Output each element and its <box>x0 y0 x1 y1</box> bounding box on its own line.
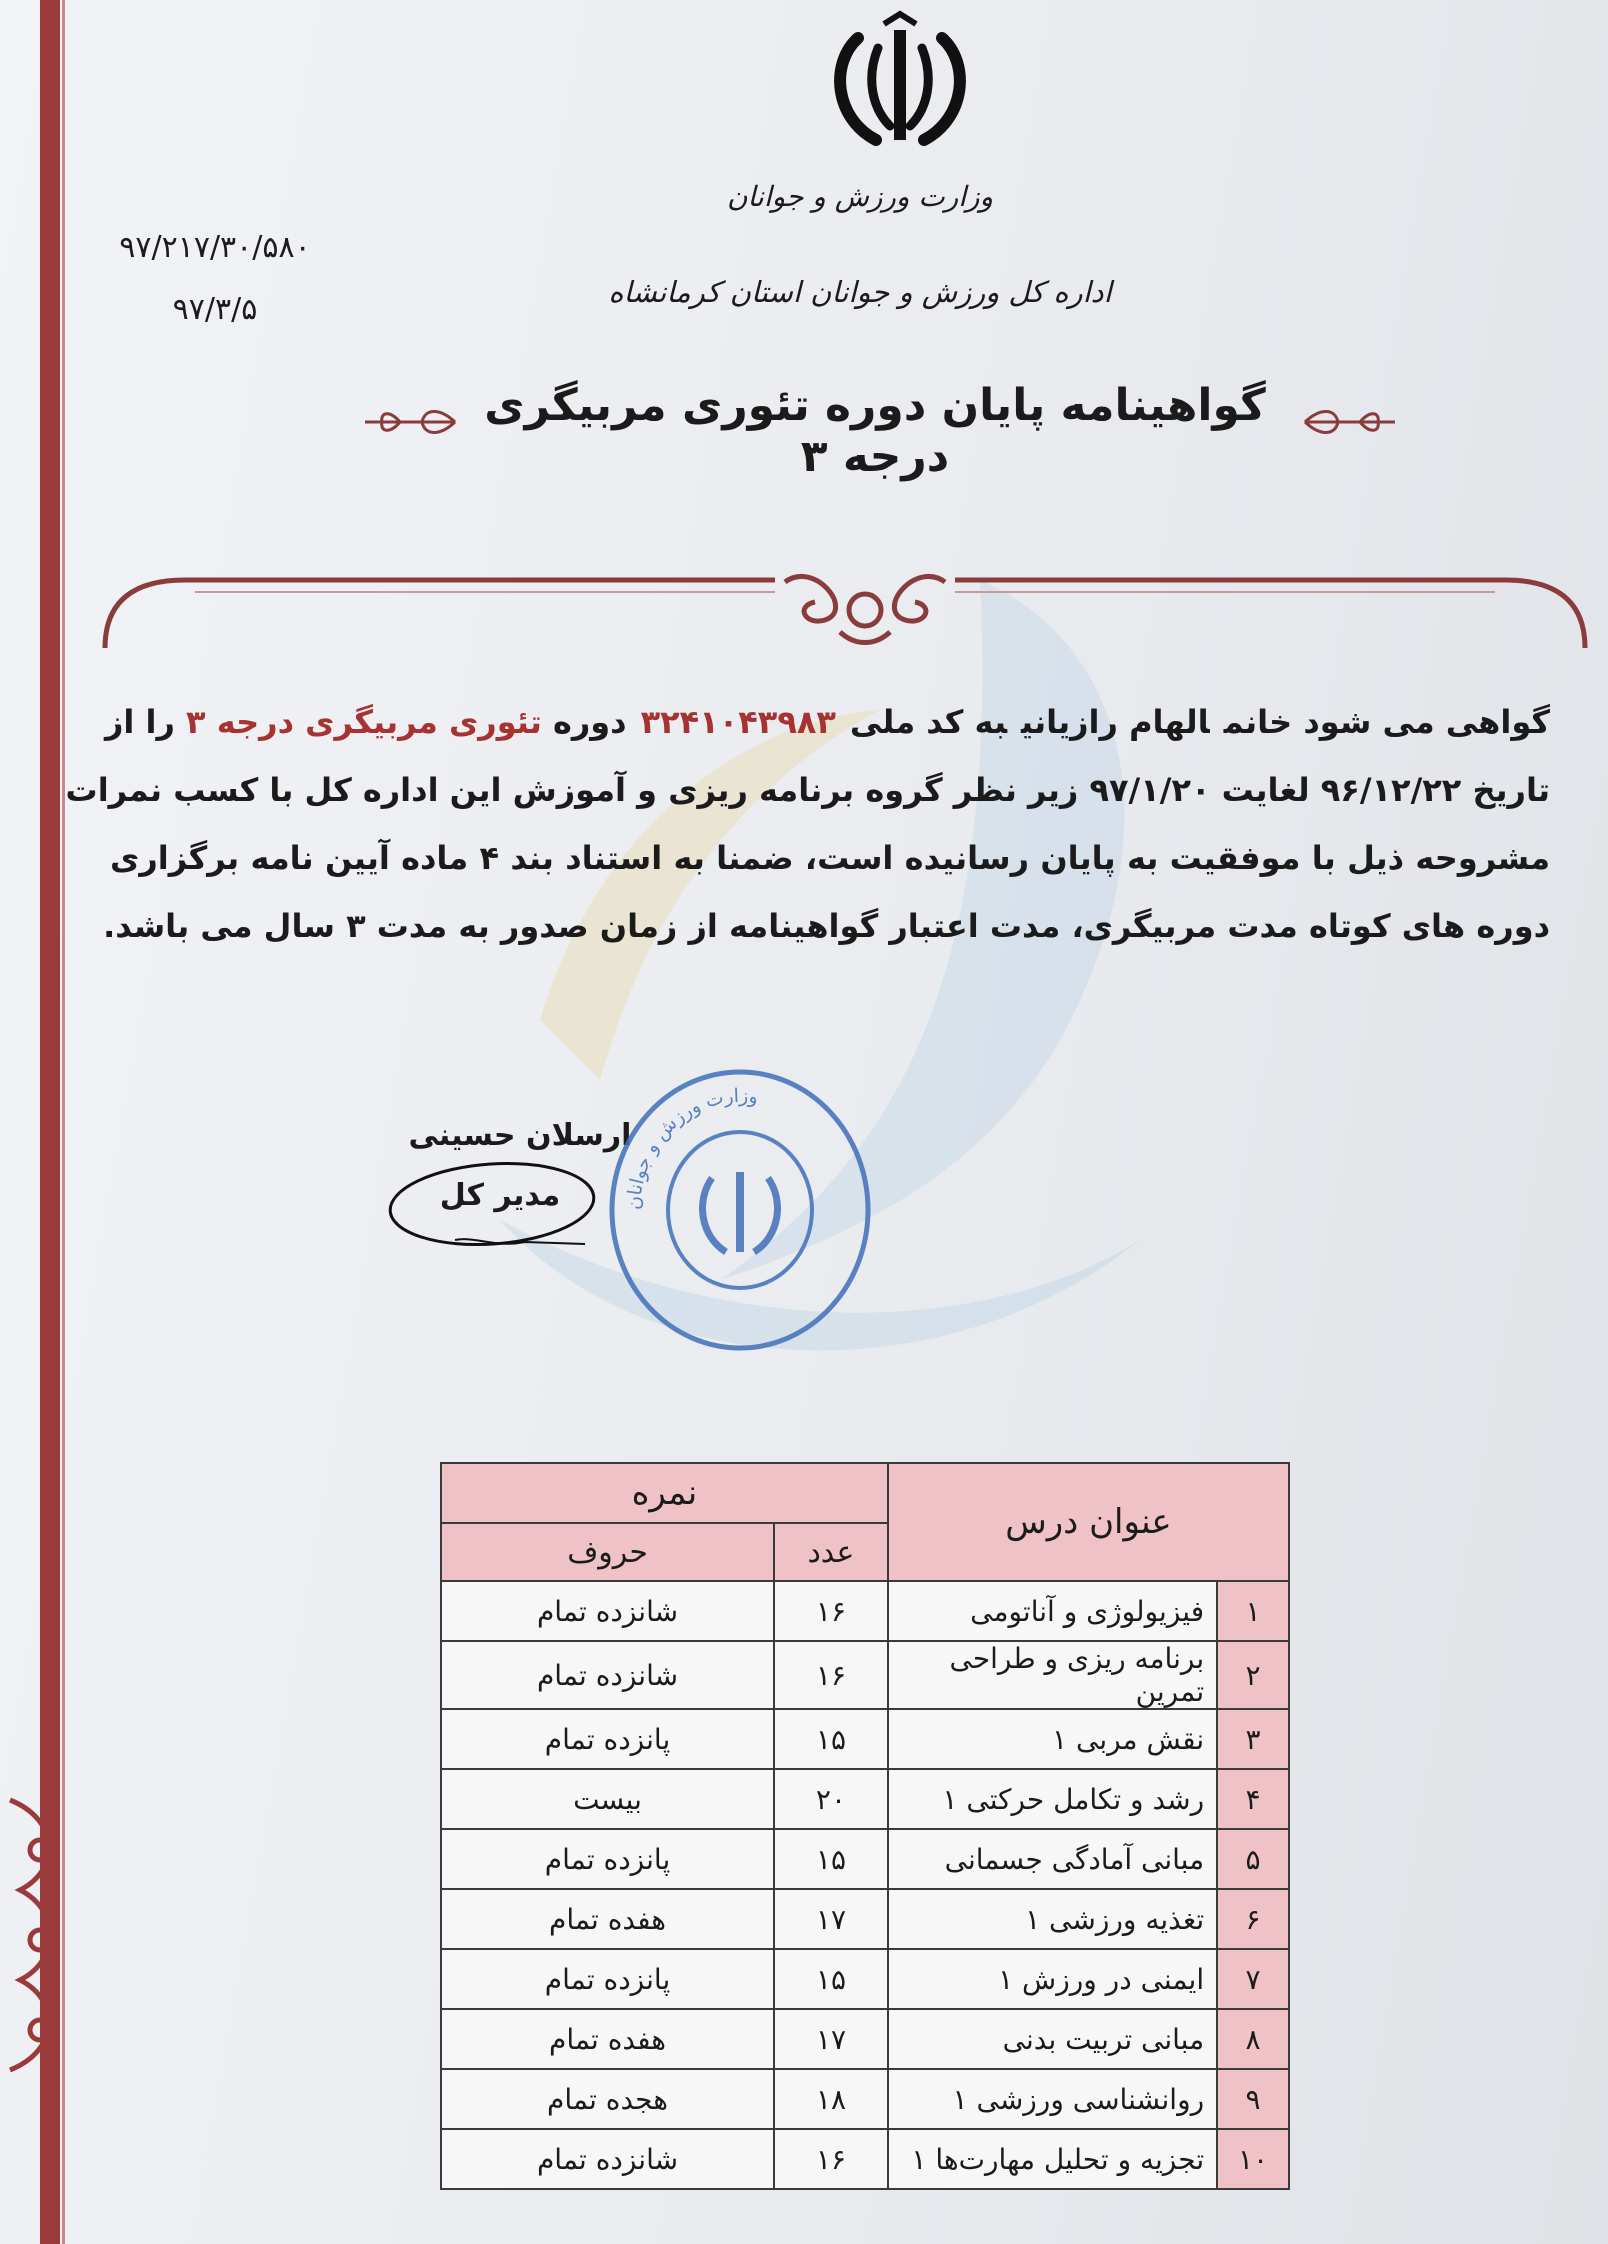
table-row <box>441 2129 1289 2189</box>
grade-digits-cell: ۱۶ <box>774 1641 888 1709</box>
national-id-label: به کد ملی <box>849 703 1007 741</box>
office-name: اداره کل ورزش و جوانان استان کرمانشاه <box>608 275 1112 309</box>
title-flourish-left-icon <box>360 400 470 444</box>
iran-emblem-icon <box>820 8 980 158</box>
official-seal <box>600 1060 880 1360</box>
body-line-3: مشروحه ذیل با موفقیت به پایان رسانیده است، ضمنا به استناد بند ۴ ماده آیین نامه برگزاری <box>110 839 1551 877</box>
subject-cell: مبانی تربیت بدنی <box>888 2009 1217 2069</box>
certificate-body <box>65 688 1551 960</box>
row-number: ۳ <box>1217 1709 1289 1769</box>
table-row <box>441 1829 1289 1889</box>
body-line-1 <box>104 688 1550 756</box>
grade-words-cell: هفده تمام <box>441 1889 774 1949</box>
table-row <box>441 1709 1289 1769</box>
grade-header: نمره <box>441 1463 888 1523</box>
subject-cell: رشد و تکامل حرکتی ۱ <box>888 1769 1217 1829</box>
side-ornament <box>0 1780 80 2080</box>
grade-words-cell: پانزده تمام <box>441 1709 774 1769</box>
grade-words-cell: هفده تمام <box>441 2009 774 2069</box>
row-number: ۸ <box>1217 2009 1289 2069</box>
table-row <box>441 1949 1289 2009</box>
title-block <box>360 380 1400 482</box>
row-number: ۶ <box>1217 1889 1289 1949</box>
grade-words-cell: هجده تمام <box>441 2069 774 2129</box>
decorative-frame <box>95 570 1595 650</box>
body-line-4: دوره های کوتاه مدت مربیگری، مدت اعتبار گواهینامه از زمان صدور به مدت ۳ سال می باشد. <box>103 907 1550 945</box>
table-row <box>441 1641 1289 1709</box>
grade-digits-cell: ۱۵ <box>774 1949 888 2009</box>
title-flourish-right-icon <box>1290 400 1400 444</box>
table-row <box>441 1581 1289 1641</box>
subject-cell: برنامه ریزی و طراحی تمرین <box>888 1641 1217 1709</box>
subject-cell: تجزیه و تحلیل مهارت‌ها ۱ <box>888 2129 1217 2189</box>
recipient-name: الهام رازیانی <box>1021 703 1210 741</box>
row-number: ۱ <box>1217 1581 1289 1641</box>
body-line-2: تاریخ ۹۶/۱۲/۲۲ لغایت ۹۷/۱/۲۰ زیر نظر گروه برنامه ریزی و آموزش این اداره کل با کسب نمرات <box>65 771 1550 809</box>
subject-cell: نقش مربی ۱ <box>888 1709 1217 1769</box>
subject-cell: تغذیه ورزشی ۱ <box>888 1889 1217 1949</box>
subject-cell: فیزیولوژی و آناتومی <box>888 1581 1217 1641</box>
digits-header: عدد <box>774 1523 888 1581</box>
letters-header: حروف <box>441 1523 774 1581</box>
seal-inner-text <box>0 0 1 1</box>
table-row <box>441 1889 1289 1949</box>
subject-cell: روانشناسی ورزشی ۱ <box>888 2069 1217 2129</box>
grades-body <box>441 1581 1289 2189</box>
national-id: ۳۲۴۱۰۴۳۹۸۳ <box>640 703 836 741</box>
certificate-title: گواهینامه پایان دوره تئوری مربیگری درجه ۳ <box>484 380 1266 482</box>
reference-number: ۹۷/۲۱۷/۳۰/۵۸۰ <box>119 230 311 265</box>
grade-words-cell: پانزده تمام <box>441 1829 774 1889</box>
grade-digits-cell: ۱۵ <box>774 1829 888 1889</box>
body-prefix: گواهی می شود خانم <box>1223 703 1550 741</box>
grade-words-cell: بیست <box>441 1769 774 1829</box>
grade-digits-cell: ۱۷ <box>774 2009 888 2069</box>
grade-digits-cell: ۱۷ <box>774 1889 888 1949</box>
table-row <box>441 1769 1289 1829</box>
signer-title: مدیر کل <box>439 1178 561 1213</box>
grade-digits-cell: ۱۵ <box>774 1709 888 1769</box>
reference-date: ۹۷/۳/۵ <box>172 292 258 327</box>
grade-digits-cell: ۲۰ <box>774 1769 888 1829</box>
row-number: ۱۰ <box>1217 2129 1289 2189</box>
grade-words-cell: شانزده تمام <box>441 1581 774 1641</box>
body-line-1-suffix: را از <box>104 703 175 741</box>
grade-words-cell: شانزده تمام <box>441 2129 774 2189</box>
course-name: تئوری مربیگری درجه ۳ <box>186 703 542 741</box>
seal-text: وزارت ورزش و جوانان <box>622 1084 760 1211</box>
grade-digits-cell: ۱۸ <box>774 2069 888 2129</box>
table-row <box>441 2069 1289 2129</box>
grade-words-cell: پانزده تمام <box>441 1949 774 2009</box>
row-number: ۵ <box>1217 1829 1289 1889</box>
row-number: ۷ <box>1217 1949 1289 2009</box>
grade-digits-cell: ۱۶ <box>774 2129 888 2189</box>
row-number: ۲ <box>1217 1641 1289 1709</box>
grade-words-cell: شانزده تمام <box>441 1641 774 1709</box>
grade-digits-cell: ۱۶ <box>774 1581 888 1641</box>
subject-cell: ایمنی در ورزش ۱ <box>888 1949 1217 2009</box>
ministry-name: وزارت ورزش و جوانان <box>726 180 994 213</box>
subject-cell: مبانی آمادگی جسمانی <box>888 1829 1217 1889</box>
subject-header: عنوان درس <box>888 1463 1289 1581</box>
row-number: ۹ <box>1217 2069 1289 2129</box>
course-word: دوره <box>552 703 627 741</box>
table-row <box>441 2009 1289 2069</box>
grades-table <box>440 1462 1290 2190</box>
row-number: ۴ <box>1217 1769 1289 1829</box>
signer-name: ارسلان حسینی <box>408 1118 632 1153</box>
